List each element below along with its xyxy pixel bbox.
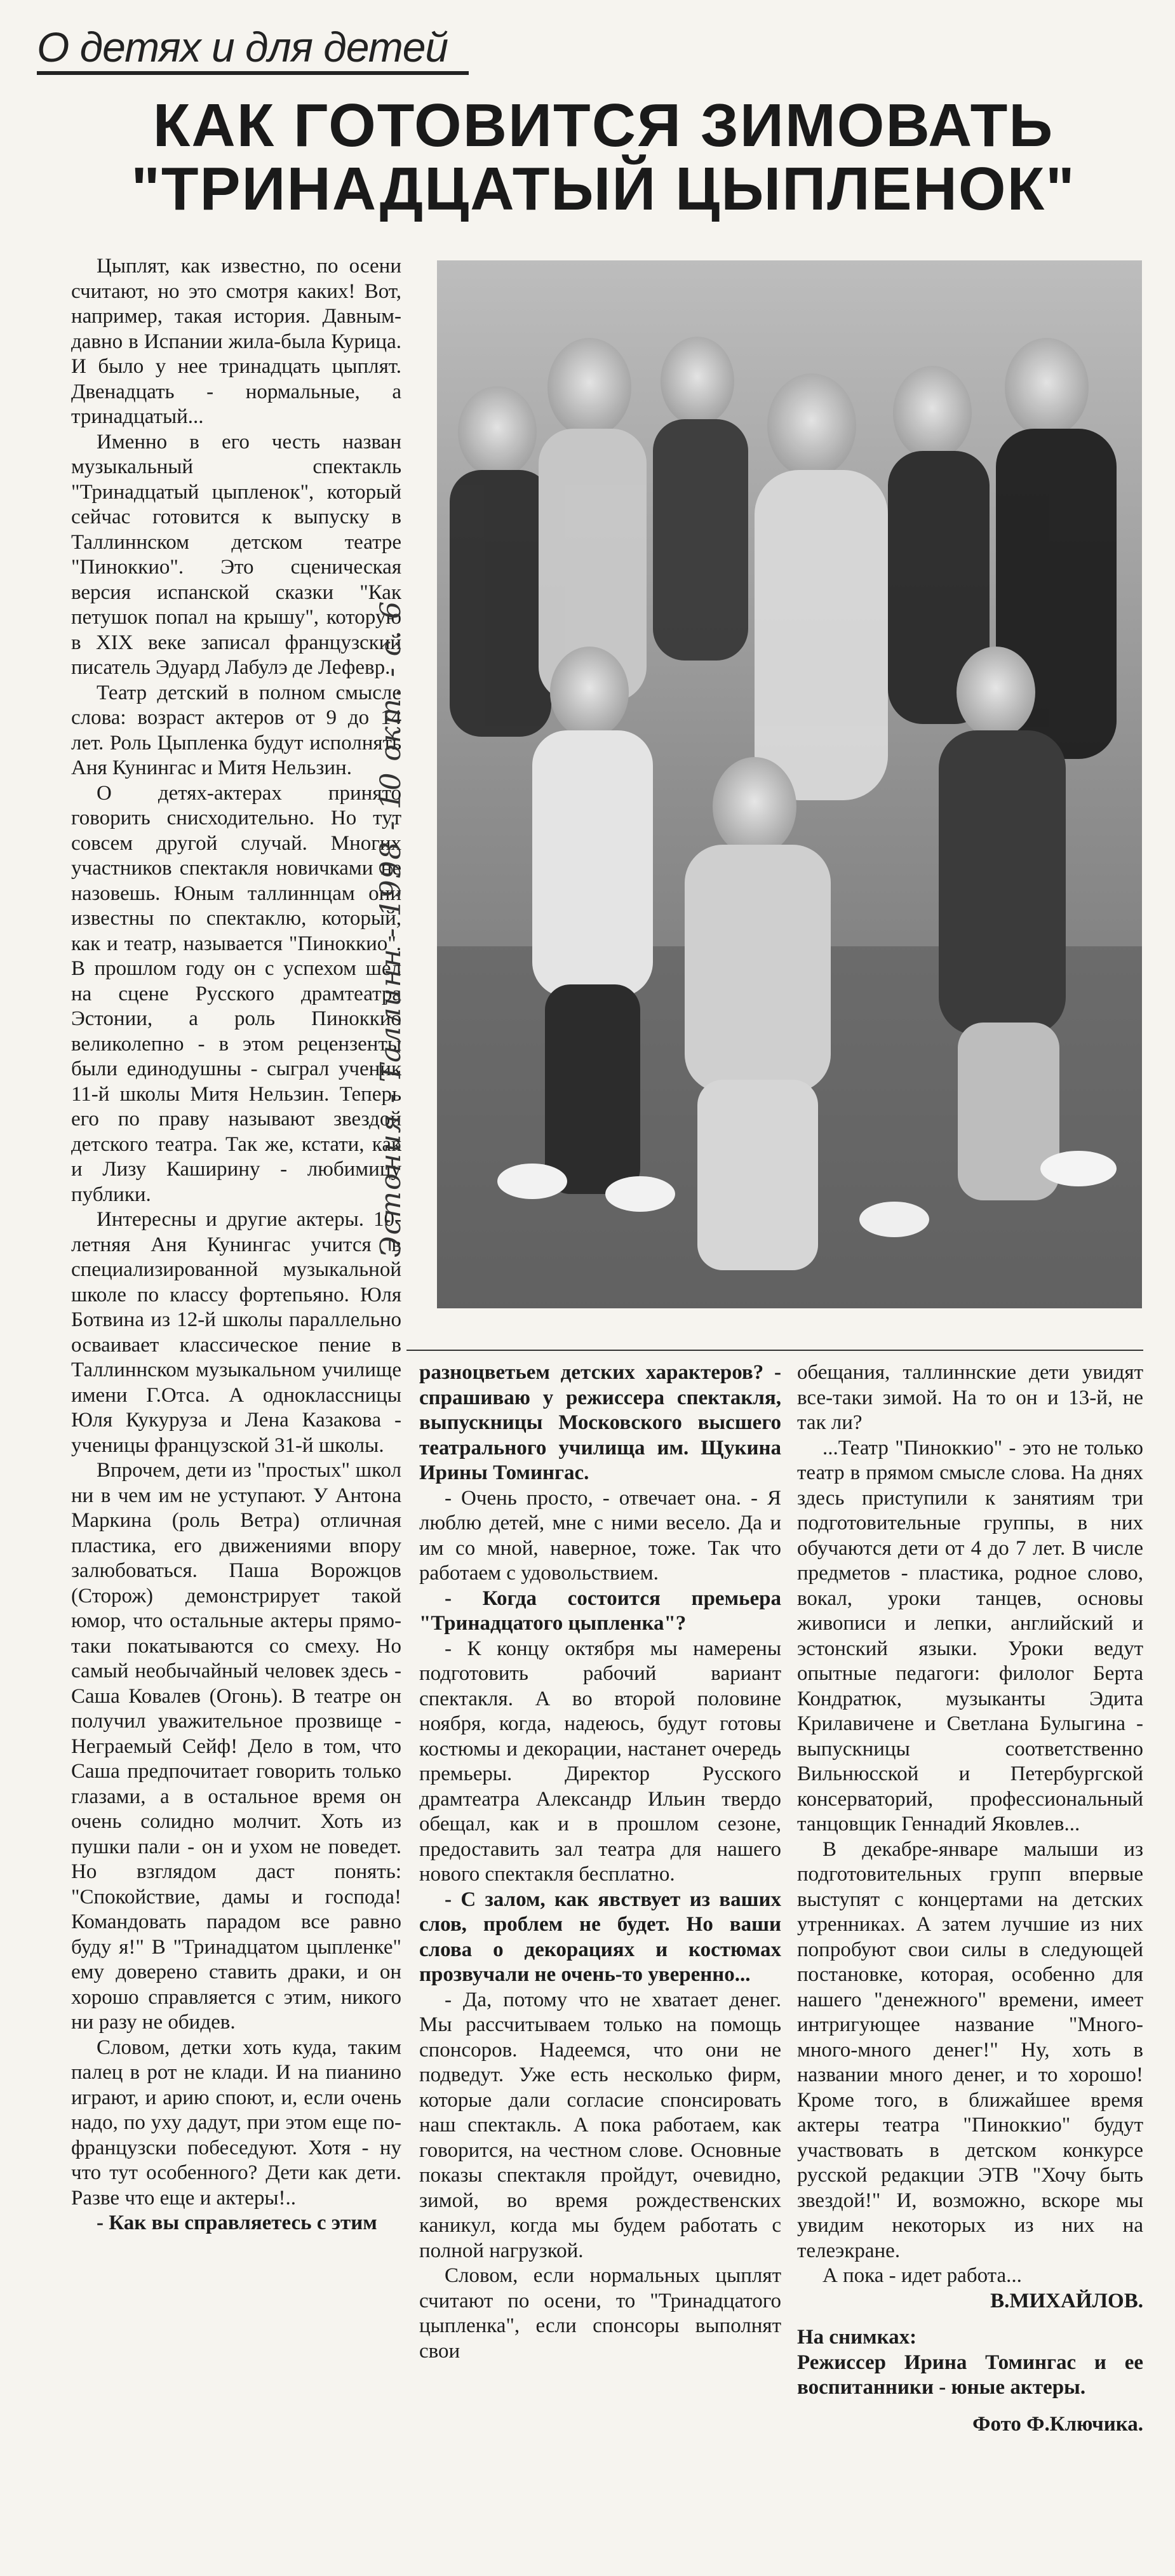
paragraph: - Когда состоится премьера "Тринадцатого цыпленка"? — [419, 1587, 781, 1635]
paragraph: О детях-актерах принято говорить снисходительно. Но тут совсем другой случай. Многих участников спектакля новичками не назовешь. Юным таллиннцам они известны по спектаклю, который, как и театр, называется "Пиноккио". В прошлом году он с успехом шел на сцене Русского драмтеатра Эстонии, а роль Пиноккио великолепно - в этом рецензенты были единодушны - сыграл ученик 11-й школы Митя Нельзин. Теперь его по праву называют звездой детского театра. Так же, кстати, как и Лизу Каширину - любимицу публики. — [71, 781, 401, 1206]
paragraph: обещания, таллиннские дети увидят все-таки зимой. На то он и 13-й, не так ли? — [797, 1361, 1143, 1434]
section-rubric: О детях и для детей — [37, 23, 448, 70]
photo-caption-title: На снимках: — [797, 2326, 917, 2349]
paragraph: В декабре-январе малыши из подготовительных групп впервые выступят с концертами на детских утренниках. А затем лучшие из них попробуют свои силы в следующей постановке, которая, особенно для нашего "денежного" времени, имеет интригующее название "Много-много-много денег!" Ну, хоть в названии много денег, и то хорошо! Кроме того, в ближайшее время актеры театра "Пиноккио" будут участвовать в детском конкурсе русской редакции ЭТВ "Хочу быть звездой!" И, возможно, вскоре мы увидим некоторых из них на телеэкране. — [797, 1837, 1143, 2262]
photo-caption-text: Режиссер Ирина Томингас и ее воспитанники - юные актеры. — [797, 2351, 1143, 2399]
handwritten-annotation: Эстония - Таллинн - 1998 - 10 окт. - с. 6 — [375, 600, 407, 1258]
paragraph: Словом, детки хоть куда, таким палец в рот не клади. И на пианино играют, и арию споют, и, если очень надо, по уху дадут, при этом еще по-французски побеседуют. Хотя - ну что тут особенного? Дети как дети. Разве что еще и актеры!.. — [71, 2036, 401, 2210]
author-signature: В.МИХАЙЛОВ. — [990, 2289, 1143, 2312]
paragraph: Интересны и другие актеры. 10-летняя Аня Кунингас учится в специализированной музыкальной школе по классу фортепьяно. Юля Ботвина из 12-й школы параллельно осваивает классическое пение в Таллиннском музыкальном училище имени Г.Отса. А одноклассницы Юля Кукуруза и Лена Казакова - ученицы французской 31-й школы. — [71, 1208, 401, 1457]
paragraph: ...Театр "Пиноккио" - это не только театр в прямом смысле слова. На днях здесь приступили к занятиям три подготовительные группы, в них обучаются дети от 4 до 7 лет. В числе предметов - пластика, родное слово, вокал, уроки танцев, основы живописи и лепки, английский и эстонский языки. Уроки ведут опытные педагоги: филолог Берта Кондратюк, музыканты Эдита Крилавичене и Светлана Булыгина - выпускницы соответственно Вильнюсской и Петербургской консерваторий, профессиональный танцовщик Геннадий Яковлев... — [797, 1436, 1143, 1835]
article-column-3 — [797, 1360, 1143, 2539]
rubric-underline — [37, 71, 469, 75]
paragraph: Театр детский в полном смысле слова: возраст актеров от 9 до 14 лет. Роль Цыпленка будут исполнять Аня Кунингас и Митя Нельзин. — [71, 681, 401, 779]
group-photo — [437, 260, 1142, 1308]
paragraph: - Как вы справляетесь с этим — [97, 2211, 377, 2234]
paragraph: - Да, потому что не хватает денег. Мы рассчитываем только на помощь спонсоров. Надеемся, что они не подведут. Уже есть несколько фирм, которые дали согласие спонсировать наш спектакль. А пока работаем, как говорится, на честном слове. Основные показы спектакля пройдут, очевидно, зимой, во время рождественских каникул, когда мы будем работать с полной нагрузкой. — [419, 1988, 781, 2262]
paragraph: Словом, если нормальных цыплят считают по осени, то "Тринадцатого цыпленка", если спонсоры выполнят свои — [419, 2264, 781, 2363]
paragraph: Именно в его честь назван музыкальный спектакль "Тринадцатый цыпленок", который сейчас готовится к выпуску в Таллиннском детском театре "Пиноккио". Это сценическая версия испанской сказки "Как петушок попал на крышу", которую в XIX веке записал французский писатель Эдуард Лабулэ де Лефевр. — [71, 430, 401, 679]
article-headline — [108, 91, 1099, 223]
divider — [406, 1350, 1143, 1351]
headline-line-1: КАК ГОТОВИТСЯ ЗИМОВАТЬ — [152, 91, 1054, 159]
paragraph: - С залом, как явствует из ваших слов, проблем не будет. Но ваши слова о декорациях и костюмах прозвучали не очень-то уверенно... — [419, 1888, 781, 1986]
photo-credit: Фото Ф.Ключика. — [972, 2412, 1143, 2436]
photo-illustration — [437, 260, 1142, 1308]
paragraph: Цыплят, как известно, по осени считают, но это смотря каких! Вот, например, такая история. Давным-давно в Испании жила-была Курица. И было у нее тринадцать цыплят. Двенадцать - нормальные, а тринадцатый... — [71, 255, 401, 428]
paragraph: А пока - идет работа... — [822, 2264, 1022, 2287]
paragraph: - Очень просто, - отвечает она. - Я люблю детей, мне с ними весело. Да и им со мной, наверное, тоже. Так что работаем с удовольствием. — [419, 1486, 781, 1585]
paragraph: - К концу октября мы намерены подготовить рабочий вариант спектакля. А во второй половине ноября, когда, надеюсь, будут готовы костюмы и декорации, настанет очередь премьеры. Директор Русского драмтеатра Александр Ильин твердо обещал, как и в прошлом сезоне, предоставить зал театра для нашего нового спектакля бесплатно. — [419, 1637, 781, 1886]
paragraph: разноцветьем детских характеров? - спрашиваю у режиссера спектакля, выпускницы Московского высшего театрального училища им. Щукина Ирины Томингас. — [419, 1361, 781, 1484]
headline-line-2: "ТРИНАДЦАТЫЙ ЦЫПЛЕНОК" — [131, 155, 1076, 223]
article-column-1 — [71, 254, 401, 2540]
paragraph: Впрочем, дети из "простых" школ ни в чем им не уступают. У Антона Маркина (роль Ветра) отличная пластика, его движениями впору залюбоваться. Паша Ворожцов (Сторож) демонстрирует такой юмор, что остальные актеры прямо-таки покатываются со смеху. Но самый необычайный человек здесь - Саша Ковалев (Огонь). В театре он получил уважительное прозвище - Неграемый Сейф! Дело в том, что Саша предпочитает говорить только глазами, а в остальное время он очень солидно молчит. Хоть из пушки пали - он и ухом не поведет. Но взглядом даст понять: "Спокойствие, дамы и господа! Командовать парадом все равно буду я!" В "Тринадцатом цыпленке" ему доверено ставить драки, и он хорошо справляется с этим, никого ни разу не обидев. — [71, 1459, 401, 2034]
article-column-2 — [419, 1360, 781, 2539]
